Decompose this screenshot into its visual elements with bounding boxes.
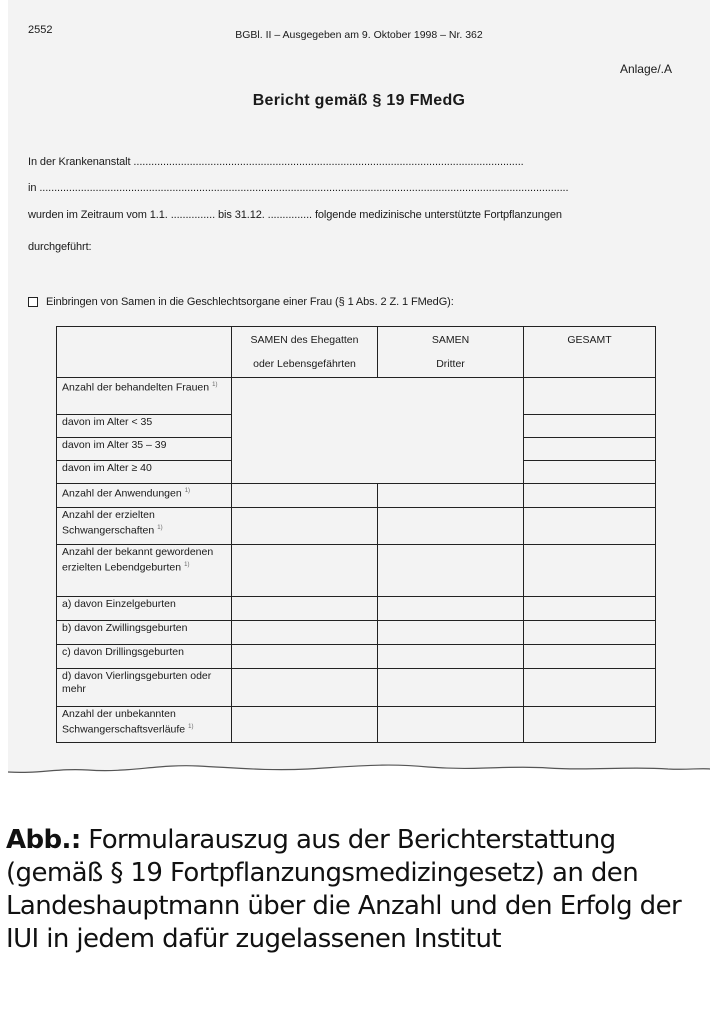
ehegatten-cell[interactable]: [232, 645, 378, 669]
table-row: [57, 621, 656, 645]
row-label: Anzahl der unbekannten Schwangerschaftsverläufe $^{1)}$: [57, 707, 232, 743]
header-gesamt: GESAMT: [524, 327, 656, 378]
dritter-cell[interactable]: [378, 669, 524, 707]
row-label: Anzahl der bekannt gewordenen erzielten Lebendgeburten $^{1)}$: [57, 545, 232, 597]
row-label: Anzahl der erzielten Schwangerschaften $^{1)}$: [57, 508, 232, 545]
gesamt-cell[interactable]: [524, 508, 656, 545]
row-label: Anzahl der behandelten Frauen $^{1)}$: [57, 378, 232, 415]
checkbox-row: [28, 296, 454, 308]
row-label: d) davon Vierlingsgeburten oder mehr: [57, 669, 232, 707]
header-empty-cell: [57, 327, 232, 378]
header-samen-dritter: SAMEN Dritter: [378, 327, 524, 378]
ehegatten-cell[interactable]: [232, 621, 378, 645]
table-header-row: [57, 327, 656, 378]
form-title: Bericht gemäß § 19 FMedG: [252, 92, 466, 109]
dritter-cell[interactable]: [378, 508, 524, 545]
table-row: [57, 508, 656, 545]
gesamt-cell[interactable]: [524, 545, 656, 597]
krankenanstalt-line: In der Krankenanstalt ....................................................................................................................................: [28, 156, 524, 168]
gesamt-cell[interactable]: [524, 378, 656, 415]
caption-label: Abb.:: [6, 825, 81, 855]
report-table: [56, 326, 656, 743]
caption-text: Formularauszug aus der Berichterstattung (gemäß § 19 Fortpflanzungsmedizingesetz) an den Landeshauptmann über die Anzahl und den Erfolg der IUI in jedem dafür zugelassenen Institut: [6, 825, 682, 954]
header-samen-ehegatten: SAMEN des Ehegatten oder Lebensgefährten: [232, 327, 378, 378]
torn-edge: [8, 754, 710, 780]
row-label: davon im Alter < 35: [57, 415, 232, 438]
zeitraum-line: wurden im Zeitraum vom 1.1. ............... bis 31.12. ............... folgende medizinische unterstützte Fortpflanzungen: [28, 209, 562, 221]
annex-label: Anlage/.A: [619, 62, 672, 76]
gesamt-cell[interactable]: [524, 484, 656, 508]
gesamt-cell[interactable]: [524, 415, 656, 438]
gesamt-cell[interactable]: [524, 707, 656, 743]
gesamt-cell[interactable]: [524, 669, 656, 707]
ehegatten-cell[interactable]: [232, 707, 378, 743]
durchgefuehrt-line: durchgeführt:: [28, 241, 92, 253]
table-row: [57, 707, 656, 743]
row-label: davon im Alter ≥ 40: [57, 461, 232, 484]
dritter-cell[interactable]: [378, 645, 524, 669]
gesamt-cell[interactable]: [524, 645, 656, 669]
table-row: [57, 597, 656, 621]
ort-line: in ...................................................................................................................................................................................: [28, 182, 569, 194]
dritter-cell[interactable]: [378, 707, 524, 743]
gesamt-cell[interactable]: [524, 597, 656, 621]
dritter-cell[interactable]: [378, 484, 524, 508]
row-label: Anzahl der Anwendungen $^{1)}$: [57, 484, 232, 508]
row-label: b) davon Zwillingsgeburten: [57, 621, 232, 645]
ehegatten-cell[interactable]: [232, 669, 378, 707]
scanned-form-page: [8, 0, 710, 780]
merged-blank-cell: [232, 378, 524, 484]
ehegatten-cell[interactable]: [232, 508, 378, 545]
page-number: 2552: [28, 24, 53, 36]
method-checkbox[interactable]: [28, 297, 38, 307]
table-row: [57, 645, 656, 669]
gesamt-cell[interactable]: [524, 461, 656, 484]
row-label: davon im Alter 35 – 39: [57, 438, 232, 461]
row-label: c) davon Drillingsgeburten: [57, 645, 232, 669]
gesamt-cell[interactable]: [524, 621, 656, 645]
ehegatten-cell[interactable]: [232, 597, 378, 621]
row-label: a) davon Einzelgeburten: [57, 597, 232, 621]
table-row: [57, 484, 656, 508]
table-row: [57, 545, 656, 597]
figure-caption: [6, 824, 711, 956]
dritter-cell[interactable]: [378, 597, 524, 621]
ehegatten-cell[interactable]: [232, 484, 378, 508]
gesamt-cell[interactable]: [524, 438, 656, 461]
table-row: [57, 378, 656, 415]
running-head: BGBl. II – Ausgegeben am 9. Oktober 1998 – Nr. 362: [235, 29, 483, 41]
dritter-cell[interactable]: [378, 545, 524, 597]
checkbox-label: Einbringen von Samen in die Geschlechtsorgane einer Frau (§ 1 Abs. 2 Z. 1 FMedG):: [46, 296, 454, 308]
table-row: [57, 669, 656, 707]
ehegatten-cell[interactable]: [232, 545, 378, 597]
dritter-cell[interactable]: [378, 621, 524, 645]
